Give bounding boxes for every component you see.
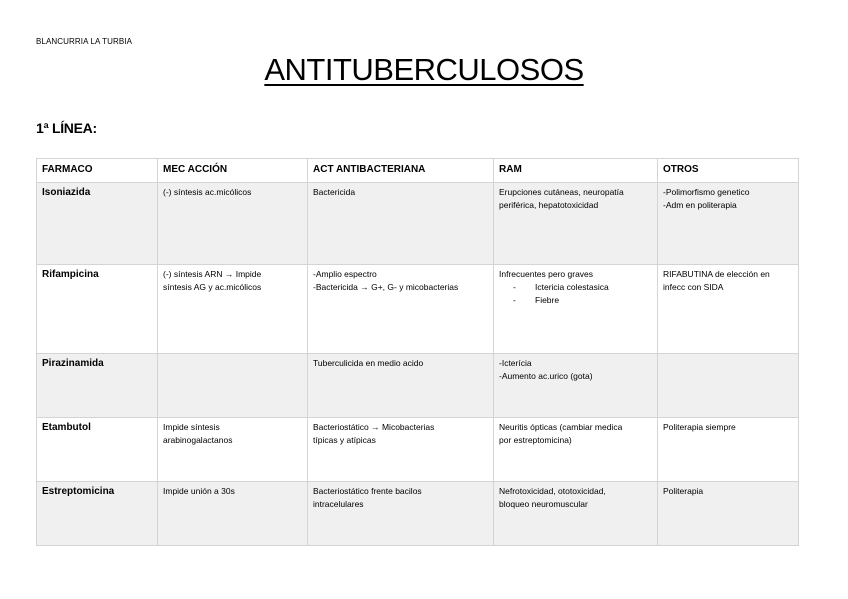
cell-act	[308, 482, 494, 546]
cell-ram	[494, 265, 658, 354]
cell-otros	[658, 354, 799, 418]
cell-otros	[658, 265, 799, 354]
cell-ram	[494, 482, 658, 546]
cell-ram	[494, 183, 658, 265]
cell-act	[308, 265, 494, 354]
cell-mec-accion	[158, 183, 308, 265]
section-heading: 1ª LÍNEA:	[36, 120, 97, 136]
document-title: ANTITUBERCULOSOS	[264, 52, 584, 87]
cell-line: bloqueo neuromuscular	[499, 499, 588, 509]
cell-line: Bactericida	[313, 187, 356, 197]
cell-line: intracelulares	[313, 499, 364, 509]
cell-otros	[658, 482, 799, 546]
column-header-otros: OTROS	[658, 159, 799, 183]
cell-line: síntesis AG y ac.micólicos	[163, 282, 262, 292]
cell-line: Erupciones cutáneas, neuropatía	[499, 187, 624, 197]
list-item	[499, 294, 652, 307]
list-item-text: Ictericia colestasica	[535, 282, 609, 292]
cell-line: -Polimorfismo genetico	[663, 187, 750, 197]
column-header-farmaco: FARMACO	[37, 159, 158, 183]
cell-line: típicas y atípicas	[313, 435, 376, 445]
bullet-list	[499, 281, 652, 307]
cell-line: (-) síntesis ARN → Impide	[163, 269, 262, 279]
cell-line: Tuberculicida en medio acido	[313, 358, 424, 368]
list-item	[499, 281, 652, 294]
column-header-mec-accion: MEC ACCIÓN	[158, 159, 308, 183]
cell-otros	[658, 418, 799, 482]
table-row	[37, 482, 799, 546]
cell-farmaco: Isoniazida	[37, 183, 158, 265]
cell-otros	[658, 183, 799, 265]
cell-farmaco: Rifampicina	[37, 265, 158, 354]
cell-line: -Adm en politerapia	[663, 200, 737, 210]
cell-line: Bacteriostático → Micobacterias	[313, 422, 435, 432]
table-row	[37, 183, 799, 265]
cell-line: Nefrotoxicidad, ototoxicidad,	[499, 486, 606, 496]
cell-line: arabinogalactanos	[163, 435, 233, 445]
cell-mec-accion	[158, 418, 308, 482]
cell-line: (-) síntesis ac.micólicos	[163, 187, 252, 197]
cell-mec-accion	[158, 354, 308, 418]
cell-line: -Aumento ac.urico (gota)	[499, 371, 593, 381]
document-header-label: BLANCURRIA LA TURBIA	[36, 37, 133, 46]
table-row	[37, 418, 799, 482]
list-item-text: Fiebre	[535, 295, 560, 305]
cell-line: -Icterícia	[499, 358, 532, 368]
cell-line: infecc con SIDA	[663, 282, 724, 292]
cell-line: Politerapia siempre	[663, 422, 736, 432]
cell-mec-accion	[158, 482, 308, 546]
drug-table	[36, 158, 799, 546]
column-header-ram: RAM	[494, 159, 658, 183]
cell-line: Politerapia	[663, 486, 704, 496]
cell-ram	[494, 354, 658, 418]
cell-act	[308, 418, 494, 482]
table-row	[37, 354, 799, 418]
cell-line: por estreptomicina)	[499, 435, 572, 445]
cell-ram	[494, 418, 658, 482]
cell-farmaco: Pirazinamida	[37, 354, 158, 418]
cell-line: periférica, hepatotoxicidad	[499, 200, 599, 210]
cell-farmaco: Estreptomicina	[37, 482, 158, 546]
cell-mec-accion	[158, 265, 308, 354]
cell-line: -Amplio espectro	[313, 269, 377, 279]
cell-line: Neuritis ópticas (cambiar medica	[499, 422, 623, 432]
cell-act	[308, 354, 494, 418]
cell-act	[308, 183, 494, 265]
cell-line: Impide síntesis	[163, 422, 220, 432]
table-row	[37, 265, 799, 354]
column-header-act-antibacteriana: ACT ANTIBACTERIANA	[308, 159, 494, 183]
cell-line: RIFABUTINA de elección en	[663, 269, 770, 279]
cell-farmaco: Etambutol	[37, 418, 158, 482]
table-header-row	[37, 159, 799, 183]
cell-line: -Bactericida → G+, G- y micobacterias	[313, 282, 459, 292]
cell-line: Bacteriostático frente bacilos	[313, 486, 422, 496]
cell-line: Infrecuentes pero graves	[499, 269, 594, 279]
cell-line: Impide unión a 30s	[163, 486, 235, 496]
